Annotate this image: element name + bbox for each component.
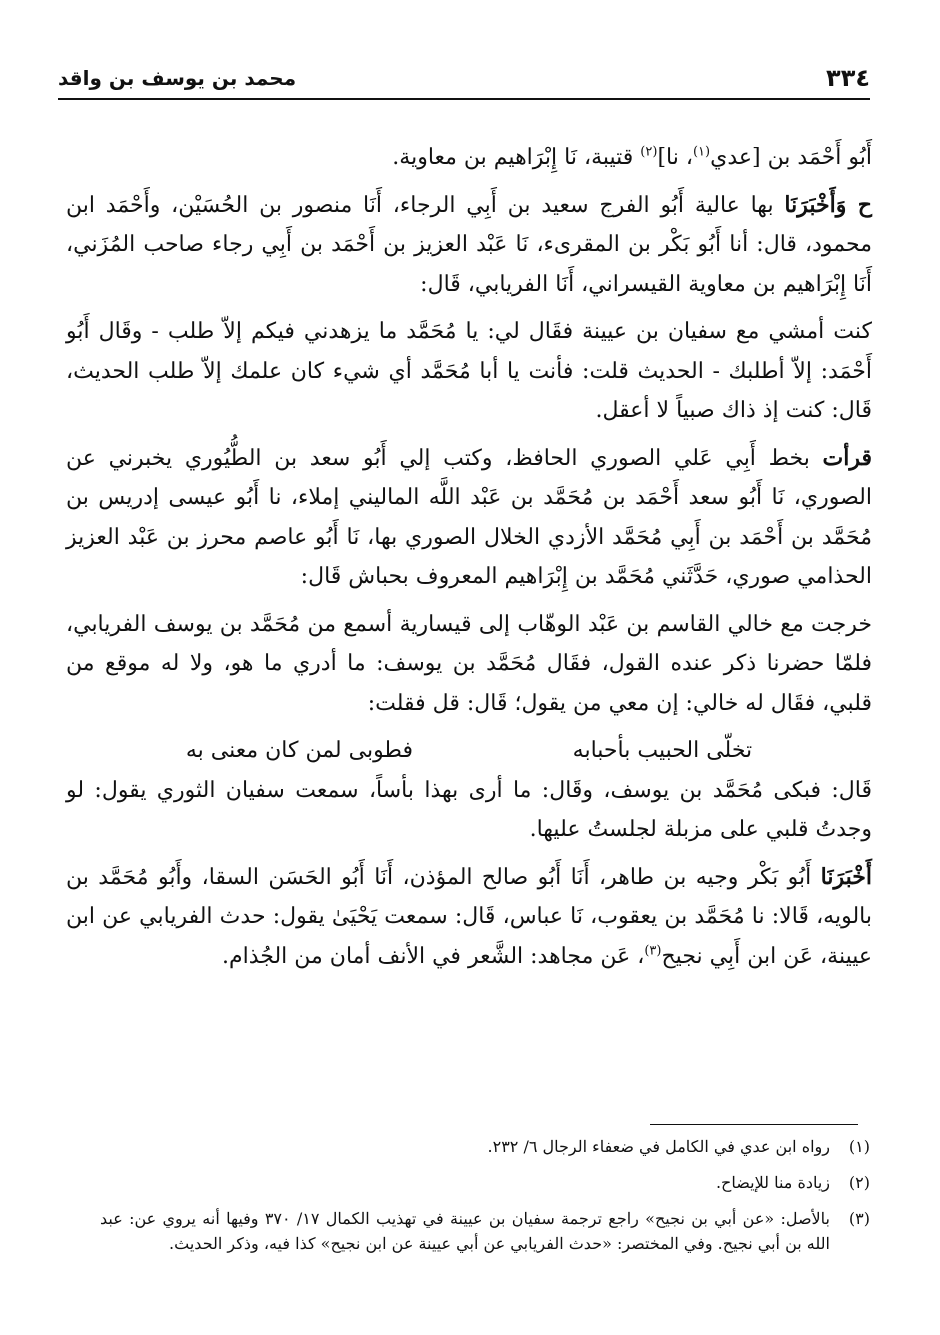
footnote-text: بالأصل: «عن أبي بن نجيح» راجع ترجمة سفيان بن عيينة في تهذيب الكمال ١٧/ ٣٧٠ وفيها أنه يروي عن: عبد الله بن أبي نجيح. وفي المختصر: «حدث الفريابي عن أبي عيينة عن ابن نجيح» كذا فيه، وذكر الحديث. xyxy=(100,1209,831,1253)
footnote-number: (٢) xyxy=(848,1173,870,1192)
text-run: أَبُو أَحْمَد بن [عدي xyxy=(710,145,872,170)
isnad-lead: أَخْبَرَنَا xyxy=(820,863,872,890)
text-run: ، نا] xyxy=(657,145,693,170)
text-run: أَبُو بَكْر وجيه بن طاهر، أَنَا أَبُو صالح المؤذن، أَنَا أَبُو الحَسَن السقا، وأَبُو مُحَمَّد بن بالويه، قَالا: نا مُحَمَّد بن يعقوب، نَا عباس، قَال: سمعت يَحْيَىٰ يقول: حدث الفريابي عن ابن عيينة، عَن ابن أَبِي نجيح xyxy=(66,864,872,969)
paragraph-6: قَال: فبكى مُحَمَّد بن يوسف، وقَال: ما أرى بهذا بأساً، سمعت سفيان الثوري يقول: لو وجدتُ قلبي على مزبلة لجلستُ عليها. xyxy=(66,777,872,842)
page-header xyxy=(58,58,870,100)
isnad-lead: ح وَأَخْبَرَنَا xyxy=(784,191,872,218)
isnad-lead: قرأت xyxy=(822,444,872,471)
paragraph-3: كنت أمشي مع سفيان بن عيينة فقَال لي: يا مُحَمَّد ما يزهدني فيكم إلاّ طلب - وقَال أَبُو أَحْمَد: إلاّ أطلبك - الحديث قلت: فأنت يا أبا مُحَمَّد أي شيء كان علمك إلاّ طلب الحديث، قَال: كنت إذ ذاك صبياً لا أعقل. xyxy=(66,319,872,423)
paragraph-5: خرجت مع خالي القاسم بن عَبْد الوهّاب إلى قيسارية أسمع من مُحَمَّد بن يوسف الفريابي، فلمّا حضرنا ذكر عنده القول، فقَال مُحَمَّد بن يوسف: ما أدري ما هو، ولا له موقع من قلبي، فقَال له خالي: إن معي من يقول؛ قَال: قل فقلت: xyxy=(66,611,872,716)
footnote-divider xyxy=(650,1124,858,1125)
paragraph-1 xyxy=(66,138,872,178)
footnote-text: رواه ابن عدي في الكامل في ضعفاء الرجال ٦/ ٢٣٢. xyxy=(487,1137,830,1156)
page-number: ٣٣٤ xyxy=(826,64,870,92)
footnote-ref-1: (١) xyxy=(692,144,711,160)
footnotes xyxy=(100,1134,870,1267)
footnote-number: (١) xyxy=(848,1137,870,1156)
footnote-text: زيادة منا للإيضاح. xyxy=(715,1173,830,1192)
paragraph-4 xyxy=(66,439,872,597)
footnote-item xyxy=(100,1206,870,1256)
verse-second-hemistich: فطوبى لمن كان معنى به xyxy=(185,738,413,763)
text-run: قتيبة، نَا إِبْرَاهيم بن معاوية. xyxy=(392,145,641,170)
text-run: بخط أَبِي عَلي الصوري الحافظ، وكتب إلي أَبُو سعد بن الطُّيُوري يخبرني عن الصوري، نَا أَبُو سعد أَحْمَد بن مُحَمَّد بن عَبْد اللَّه الماليني إملاء، نا أَبُو عيسى إدريس بن مُحَمَّد بن أَحْمَد بن أَبِي مُحَمَّد الأزدي الخلال الصوري بها، نَا أَبُو عاصم محرز بن عَبْد العزيز الحذامي صوري، حَدَّثَني مُحَمَّد بن إِبْرَاهيم المعروف بحباش قَال: xyxy=(66,445,872,589)
footnote-ref-2: (٢) xyxy=(640,144,658,160)
running-title: محمد بن يوسف بن واقد xyxy=(58,66,297,90)
footnote-item xyxy=(100,1134,870,1159)
verse-first-hemistich: تخلّى الحبيب بأحبابه xyxy=(572,738,753,763)
text-run: بها عالية أَبُو الفرج سعيد بن أَبِي الرجاء، أَنَا منصور بن الحُسَيْن، وأَحْمَد ابن محمود، قال: أنا أَبُو بَكْر بن المقرىء، نَا عَبْد العزيز بن أَحْمَد بن أَبِي رجاء صاحب المُزَني، أَنَا إِبْرَاهيم بن معاوية القيسراني، أَنَا الفريابي، قَال: xyxy=(66,192,872,297)
footnote-item xyxy=(100,1170,870,1195)
paragraph-2 xyxy=(66,186,872,305)
paragraph-7 xyxy=(66,858,872,977)
text-run: ، عَن مجاهد: الشَّعر في الأنف أمان من الجُذام. xyxy=(221,943,645,969)
footnote-number: (٣) xyxy=(848,1209,870,1228)
footnote-ref-3: (٣) xyxy=(644,943,662,959)
main-text xyxy=(66,138,872,984)
poetry-verse xyxy=(106,731,832,771)
